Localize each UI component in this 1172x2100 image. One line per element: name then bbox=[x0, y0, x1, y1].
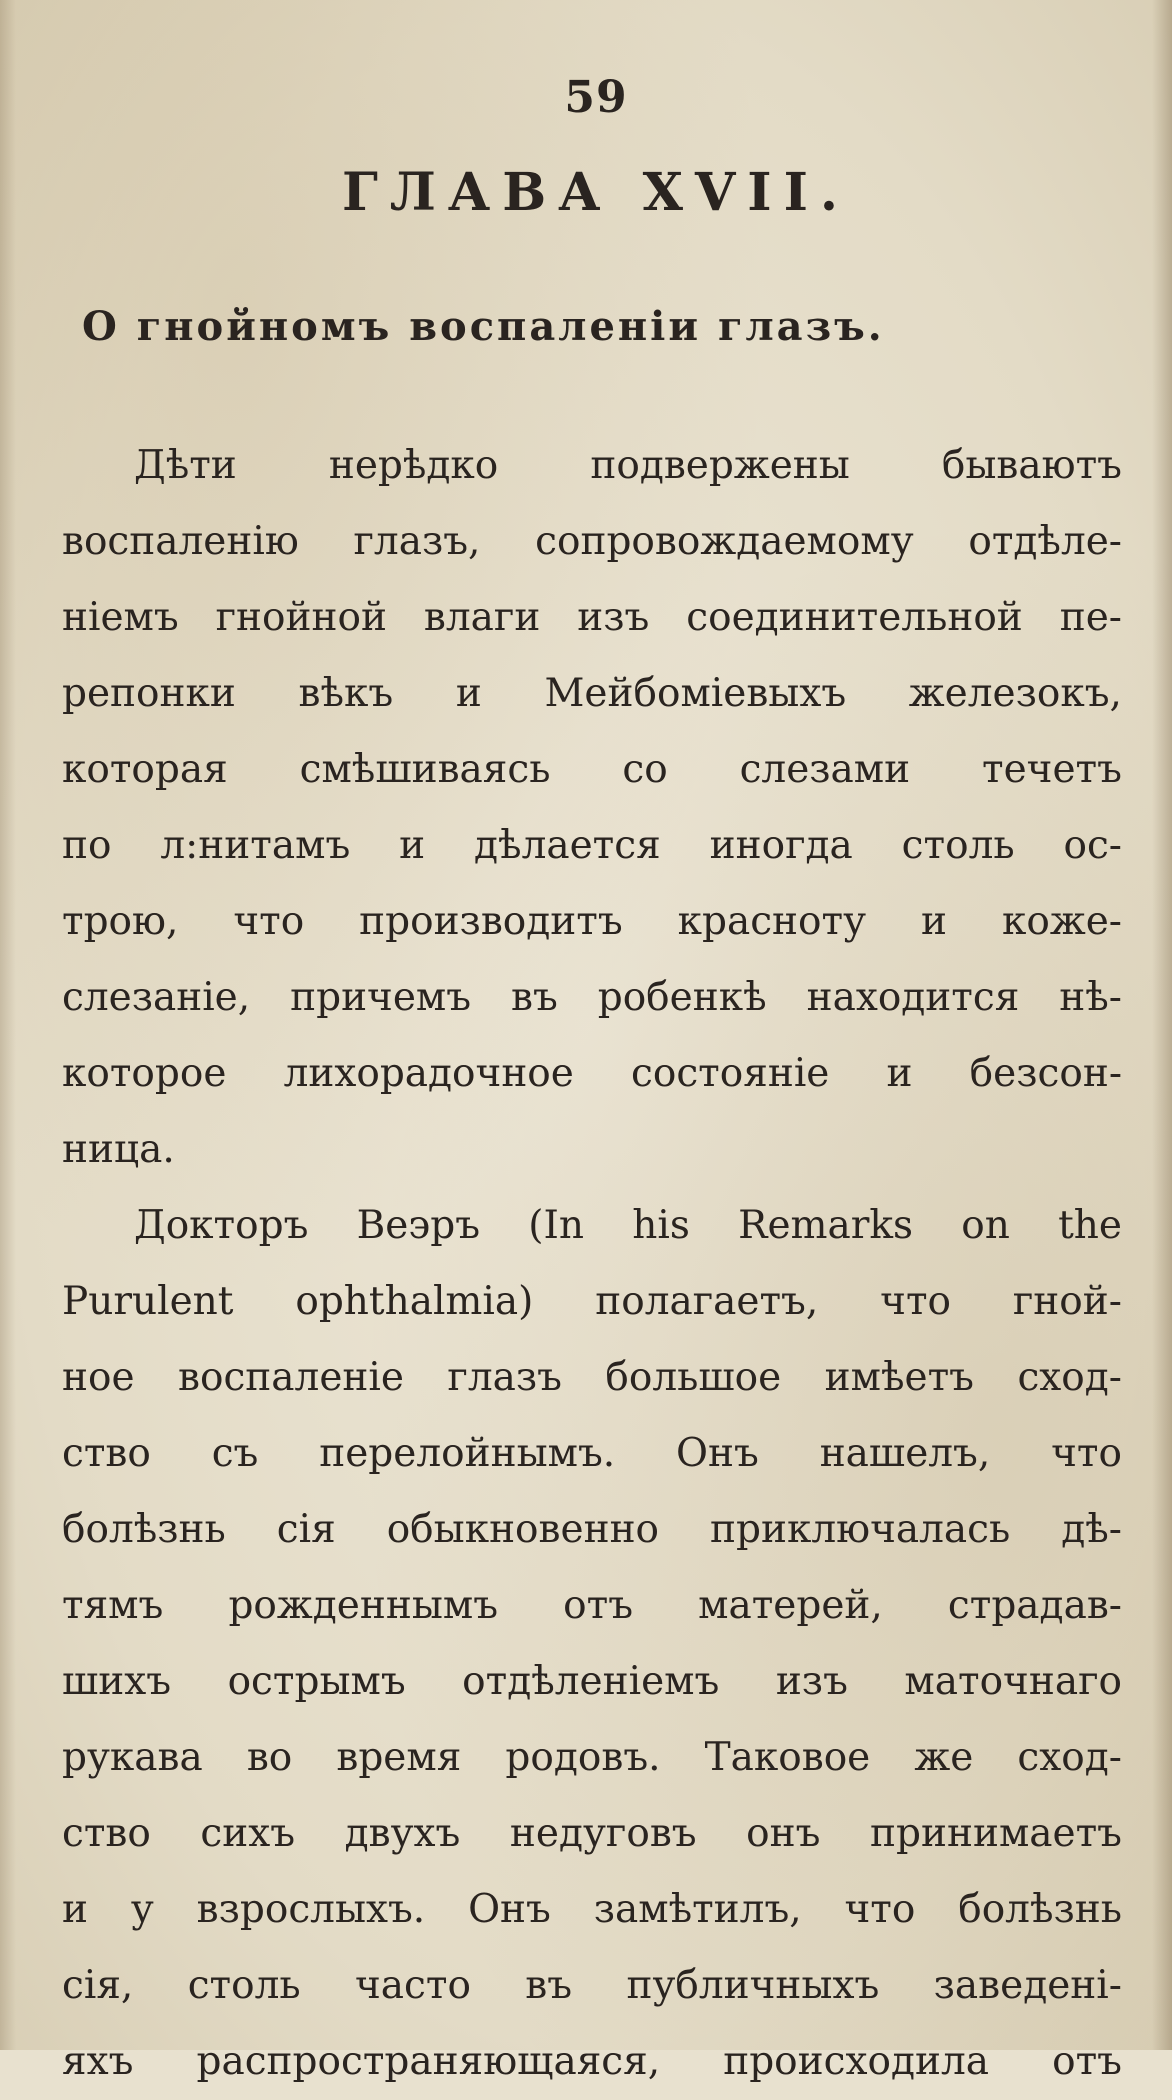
word: Онъ bbox=[676, 1431, 759, 1476]
word: болѣзнь bbox=[62, 1507, 226, 1552]
word: перелойнымъ. bbox=[319, 1431, 616, 1476]
word: онъ bbox=[746, 1811, 821, 1856]
word: дѣ- bbox=[1061, 1507, 1122, 1552]
word: имѣетъ bbox=[824, 1355, 974, 1400]
text-line bbox=[62, 732, 1122, 808]
word: трою, bbox=[62, 899, 179, 944]
word: on bbox=[961, 1203, 1010, 1248]
text-line bbox=[62, 960, 1122, 1036]
word: что bbox=[880, 1279, 951, 1324]
word: острымъ bbox=[227, 1659, 406, 1704]
word: распространяющаяся, bbox=[196, 2039, 661, 2084]
text-line bbox=[62, 808, 1122, 884]
text-line bbox=[62, 580, 1122, 656]
word: состояніе bbox=[631, 1051, 830, 1096]
word: происходила bbox=[723, 2039, 990, 2084]
text-line bbox=[62, 1112, 1122, 1188]
text-line bbox=[62, 1340, 1122, 1416]
word: шихъ bbox=[62, 1659, 172, 1704]
word: полагаетъ, bbox=[595, 1279, 819, 1324]
word: во bbox=[246, 1735, 293, 1780]
word: же bbox=[914, 1735, 974, 1780]
word: слезаніе, bbox=[62, 975, 251, 1020]
word: производитъ bbox=[359, 899, 623, 944]
word: тямъ bbox=[62, 1583, 164, 1628]
word: глазъ, bbox=[353, 519, 481, 564]
text-line bbox=[62, 1644, 1122, 1720]
word: которая bbox=[62, 747, 228, 792]
word: изъ bbox=[577, 595, 650, 640]
page-number: 59 bbox=[564, 72, 628, 123]
word: столь bbox=[187, 1963, 301, 2008]
word: что bbox=[1051, 1431, 1122, 1476]
word: приключалась bbox=[710, 1507, 1011, 1552]
word: соединительной bbox=[686, 595, 1023, 640]
word: заведені- bbox=[933, 1963, 1122, 2008]
word: ство bbox=[62, 1431, 151, 1476]
text-line bbox=[62, 1492, 1122, 1568]
word: подвержены bbox=[590, 443, 850, 488]
word: находится bbox=[806, 975, 1020, 1020]
word: сихъ bbox=[200, 1811, 296, 1856]
word: яхъ bbox=[62, 2039, 134, 2084]
word: Онъ bbox=[468, 1887, 551, 1932]
word: пе- bbox=[1059, 595, 1122, 640]
word: Дѣти bbox=[134, 443, 237, 488]
text-line bbox=[62, 1568, 1122, 1644]
word: взрослыхъ. bbox=[196, 1887, 426, 1932]
word: воспаленіе bbox=[178, 1355, 404, 1400]
word: съ bbox=[211, 1431, 259, 1476]
word: изъ bbox=[775, 1659, 848, 1704]
text-line bbox=[62, 1948, 1122, 2024]
word: рожденнымъ bbox=[228, 1583, 499, 1628]
word: страдав- bbox=[947, 1583, 1122, 1628]
word: железокъ, bbox=[908, 671, 1122, 716]
word: иногда bbox=[709, 823, 853, 868]
word: Purulent bbox=[62, 1279, 234, 1324]
word: течетъ bbox=[982, 747, 1122, 792]
word: и bbox=[921, 899, 948, 944]
word: и bbox=[62, 1887, 88, 1932]
word: ное bbox=[62, 1355, 135, 1400]
word: у bbox=[130, 1887, 154, 1932]
word: отъ bbox=[1052, 2039, 1122, 2084]
text-line bbox=[62, 1188, 1122, 1264]
word: маточнаго bbox=[904, 1659, 1122, 1704]
word: и bbox=[886, 1051, 913, 1096]
text-line bbox=[62, 884, 1122, 960]
paragraph bbox=[62, 1188, 1122, 2100]
text-line bbox=[62, 1796, 1122, 1872]
word: столь bbox=[901, 823, 1015, 868]
word: Таковое bbox=[704, 1735, 871, 1780]
page-right-edge-shadow bbox=[1152, 0, 1172, 2050]
text-line bbox=[62, 1720, 1122, 1796]
word: отдѣленіемъ bbox=[462, 1659, 720, 1704]
word: робенкѣ bbox=[597, 975, 767, 1020]
word: замѣтилъ, bbox=[593, 1887, 802, 1932]
word: коже- bbox=[1001, 899, 1122, 944]
word: the bbox=[1058, 1203, 1122, 1248]
word: часто bbox=[354, 1963, 471, 2008]
text-line bbox=[62, 1264, 1122, 1340]
word: большое bbox=[605, 1355, 782, 1400]
word: публичныхъ bbox=[626, 1963, 880, 2008]
text-line bbox=[62, 1872, 1122, 1948]
word: сопровождаемому bbox=[535, 519, 914, 564]
word: сход- bbox=[1017, 1355, 1122, 1400]
word: ство bbox=[62, 1811, 151, 1856]
text-line bbox=[62, 504, 1122, 580]
word: л:нитамъ bbox=[160, 823, 351, 868]
word: Мейбоміевыхъ bbox=[544, 671, 847, 716]
word: ос- bbox=[1063, 823, 1122, 868]
word: Веэръ bbox=[356, 1203, 481, 1248]
word: воспаленію bbox=[62, 519, 299, 564]
word: болѣзнь bbox=[958, 1887, 1122, 1932]
word: въ bbox=[525, 1963, 573, 2008]
word: сія, bbox=[62, 1963, 134, 2008]
word: сход- bbox=[1017, 1735, 1122, 1780]
word: что bbox=[233, 899, 305, 944]
word: гнойной bbox=[215, 595, 387, 640]
text-line bbox=[62, 1416, 1122, 1492]
body-text bbox=[62, 428, 1122, 2100]
word: въ bbox=[511, 975, 558, 1020]
word: со bbox=[622, 747, 668, 792]
chapter-heading: ГЛАВА XVII. bbox=[341, 162, 851, 223]
word: репонки bbox=[62, 671, 236, 716]
word: рукава bbox=[62, 1735, 203, 1780]
word: что bbox=[844, 1887, 916, 1932]
text-line bbox=[62, 656, 1122, 732]
word: и bbox=[455, 671, 482, 716]
text-line bbox=[62, 428, 1122, 504]
word: бываютъ bbox=[941, 443, 1122, 488]
word: ophthalmia) bbox=[295, 1279, 534, 1324]
word: глазъ bbox=[447, 1355, 562, 1400]
word: отъ bbox=[563, 1583, 634, 1628]
word: двухъ bbox=[344, 1811, 461, 1856]
word: родовъ. bbox=[505, 1735, 661, 1780]
word: принимаетъ bbox=[870, 1811, 1122, 1856]
word: Докторъ bbox=[134, 1203, 309, 1248]
word: матерей, bbox=[698, 1583, 883, 1628]
text-line bbox=[62, 1036, 1122, 1112]
word: нашелъ, bbox=[819, 1431, 991, 1476]
word: по bbox=[62, 823, 112, 868]
paragraph bbox=[62, 428, 1122, 1188]
word: причемъ bbox=[290, 975, 472, 1020]
word: ніемъ bbox=[62, 595, 179, 640]
word: вѣкъ bbox=[298, 671, 394, 716]
word: обыкновенно bbox=[386, 1507, 660, 1552]
word: слезами bbox=[739, 747, 911, 792]
word: нѣ- bbox=[1059, 975, 1122, 1020]
word: отдѣле- bbox=[968, 519, 1122, 564]
word: ница. bbox=[62, 1127, 175, 1172]
word: гной- bbox=[1012, 1279, 1122, 1324]
word: которое bbox=[62, 1051, 227, 1096]
section-title: О гнойномъ воспаленіи глазъ. bbox=[82, 303, 885, 350]
word: недуговъ bbox=[509, 1811, 697, 1856]
word: безсон- bbox=[969, 1051, 1122, 1096]
page-left-edge-shadow bbox=[0, 0, 16, 2050]
word: и bbox=[399, 823, 426, 868]
word: влаги bbox=[423, 595, 541, 640]
word: his bbox=[632, 1203, 690, 1248]
text-line bbox=[62, 2024, 1122, 2100]
word: красноту bbox=[677, 899, 867, 944]
word: лихорадочное bbox=[283, 1051, 574, 1096]
word: дѣлается bbox=[474, 823, 661, 868]
word: Remarks bbox=[738, 1203, 914, 1248]
word: (In bbox=[528, 1203, 584, 1248]
word: смѣшиваясь bbox=[299, 747, 551, 792]
word: сія bbox=[276, 1507, 336, 1552]
word: нерѣдко bbox=[328, 443, 499, 488]
word: время bbox=[336, 1735, 462, 1780]
